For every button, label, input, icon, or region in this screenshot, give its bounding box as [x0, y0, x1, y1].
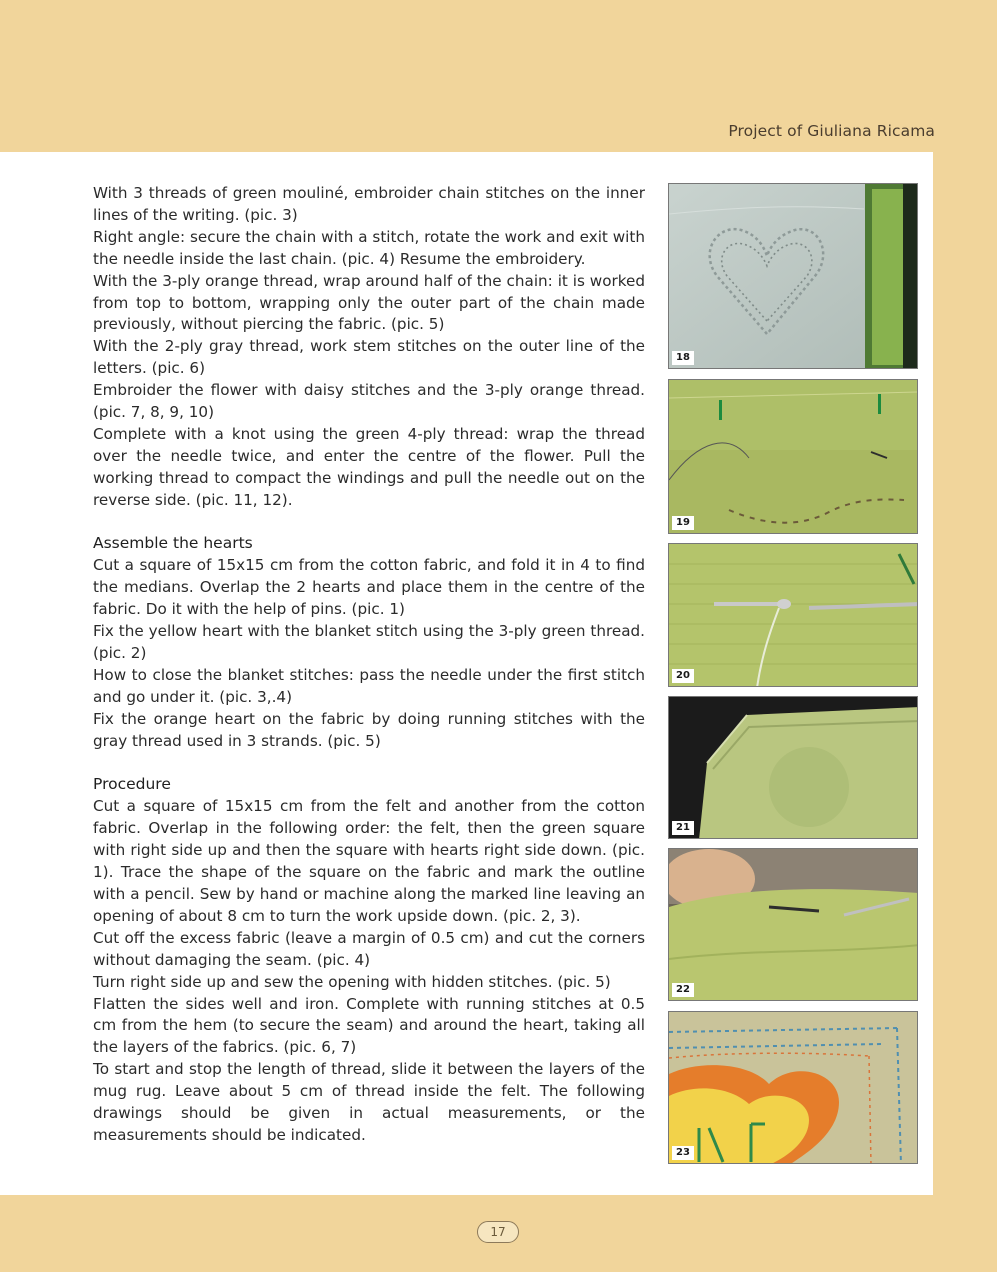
photo-number-label: 23: [672, 1146, 694, 1160]
photo-number-label: 22: [672, 983, 694, 997]
procedure-heading: Procedure: [93, 775, 171, 794]
photo-number-label: 20: [672, 669, 694, 683]
procedure-paragraph: Cut a square of 15x15 cm from the felt and another from the cotton fabric. Overlap in the following order: the felt, then the green square with right side up and then the square with hearts right side down. (pic. 1). Trace the shape of the square on the fabric and mark the outline with a pencil. Sew by hand or machine along the marked line leaving an opening of about 8 cm to turn the work upside down. (pic. 2, 3).: [93, 797, 645, 925]
assemble-paragraph: Fix the orange heart on the fabric by doing running stitches with the gray thread used in 3 strands. (pic. 5): [93, 709, 645, 750]
assemble-paragraph: Cut a square of 15x15 cm from the cotton fabric, and fold it in 4 to find the medians. Overlap the 2 hearts and place them in the centre of the fabric. Do it with the help of pins. (pic. 1): [93, 556, 645, 619]
photo-number-label: 18: [672, 351, 694, 365]
photo-18-heart-quilting: [668, 183, 918, 369]
photo-19-running-stitch: [668, 379, 918, 534]
assemble-paragraph: Fix the yellow heart with the blanket stitch using the 3-ply green thread. (pic. 2): [93, 622, 645, 663]
intro-paragraph: With 3 threads of green mouliné, embroider chain stitches on the inner lines of the writing. (pic. 3): [93, 184, 645, 224]
photo-number-label: 21: [672, 821, 694, 835]
assemble-paragraph: How to close the blanket stitches: pass the needle under the first stitch and go under it. (pic. 3,.4): [93, 665, 645, 706]
assemble-hearts-heading: Assemble the hearts: [93, 534, 253, 553]
intro-paragraph: With the 3-ply orange thread, wrap around half of the chain: it is worked from top to bottom, wrapping only the outer part of the chain made previously, without piercing the fabric. (pic. 5): [93, 271, 645, 334]
page-header-title: Project of Giuliana Ricama: [728, 122, 935, 140]
photo-23-finished-heart: [668, 1011, 918, 1164]
intro-paragraph: Right angle: secure the chain with a stitch, rotate the work and exit with the needle inside the last chain. (pic. 4) Resume the embroidery.: [93, 227, 645, 268]
photo-22-needle-through-fabric: [668, 848, 918, 1001]
procedure-paragraph: To start and stop the length of thread, slide it between the layers of the mug rug. Leave about 5 cm of thread inside the felt. The following drawings should be given in actual measurements, or the measurements should be indicated.: [93, 1060, 645, 1144]
photo-20-needle-stitch: [668, 543, 918, 687]
page-number: 17: [477, 1221, 519, 1243]
procedure-paragraph: Turn right side up and sew the opening with hidden stitches. (pic. 5): [93, 972, 611, 991]
procedure-paragraph: Cut off the excess fabric (leave a margin of 0.5 cm) and cut the corners without damaging the seam. (pic. 4): [93, 928, 645, 969]
intro-paragraph: Complete with a knot using the green 4-ply thread: wrap the thread over the needle twice, and enter the centre of the flower. Pull the working thread to compact the windings and pull the needle out on the reverse side. (pic. 11, 12).: [93, 424, 645, 509]
intro-paragraph: With the 2-ply gray thread, work stem stitches on the outer line of the letters. (pic. 6): [93, 337, 645, 378]
photo-21-fabric-corner: [668, 696, 918, 839]
instructions-column: [93, 183, 645, 1147]
page-header-band: [0, 0, 997, 152]
photo-number-label: 19: [672, 516, 694, 530]
procedure-paragraph: Flatten the sides well and iron. Complete with running stitches at 0.5 cm from the hem (to secure the seam) and around the heart, taking all the layers of the fabrics. (pic. 6, 7): [93, 994, 645, 1057]
intro-paragraph: Embroider the flower with daisy stitches and the 3-ply orange thread. (pic. 7, 8, 9, 10): [93, 381, 645, 422]
